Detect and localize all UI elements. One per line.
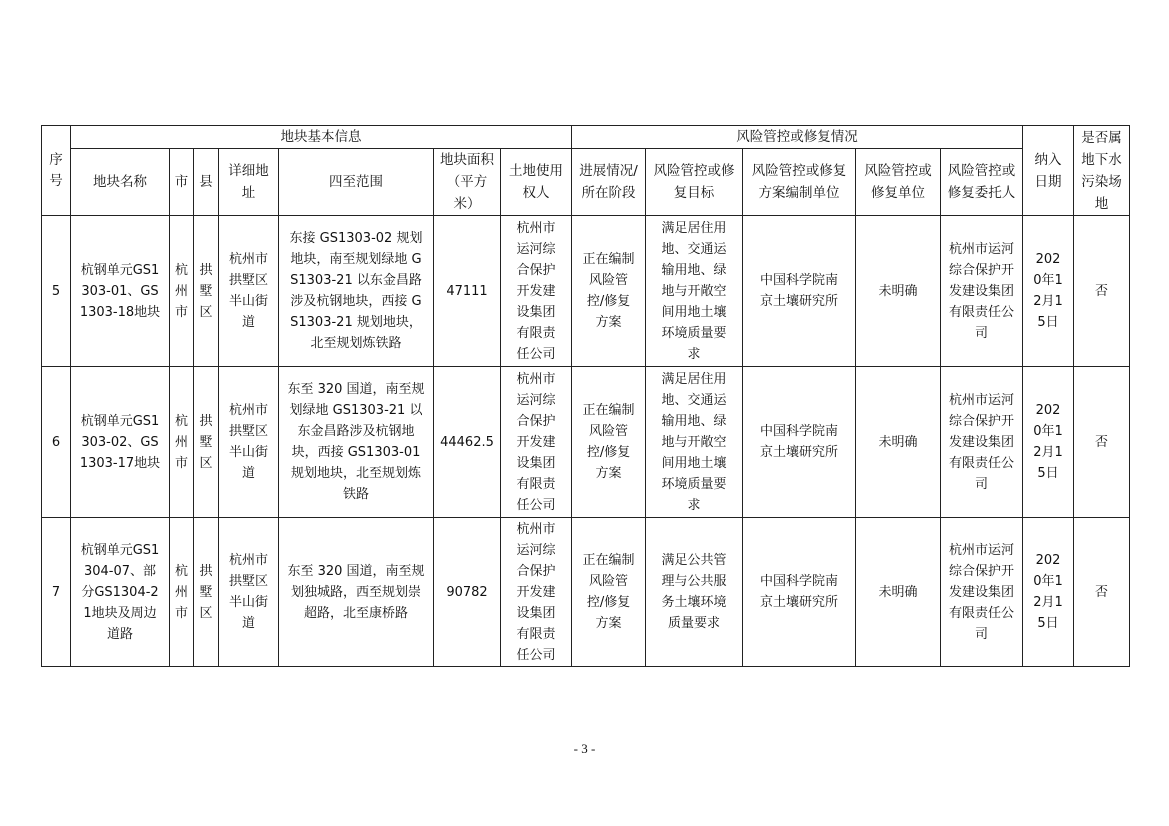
cell-county: 拱墅区 <box>194 518 219 667</box>
cell-area: 44462.5 <box>434 367 501 518</box>
table-row <box>42 216 1130 367</box>
cell-boundaries: 东至 320 国道，南至规划绿地 GS1303-21 以东金昌路涉及杭钢地块，西接 GS1303-01 规划地块，北至规划炼铁路 <box>279 367 434 518</box>
cell-land-user: 杭州市运河综合保护开发建设集团有限责任公司 <box>501 367 572 518</box>
cell-address: 杭州市拱墅区半山街道 <box>219 216 279 367</box>
cell-seq: 5 <box>42 216 71 367</box>
table-row <box>42 518 1130 667</box>
header-seq: 序号 <box>42 126 71 216</box>
cell-area: 90782 <box>434 518 501 667</box>
cell-plot-name: 杭钢单元GS1303-01、GS1303-18地块 <box>71 216 170 367</box>
cell-address: 杭州市拱墅区半山街道 <box>219 367 279 518</box>
header-client: 风险管控或修复委托人 <box>941 149 1023 216</box>
cell-plan-unit: 中国科学院南京土壤研究所 <box>743 518 856 667</box>
cell-progress: 正在编制风险管控/修复方案 <box>572 216 646 367</box>
header-repair-unit: 风险管控或修复单位 <box>856 149 941 216</box>
cell-area: 47111 <box>434 216 501 367</box>
cell-progress: 正在编制风险管控/修复方案 <box>572 367 646 518</box>
cell-repair-unit: 未明确 <box>856 216 941 367</box>
cell-boundaries: 东至 320 国道，南至规划独城路，西至规划崇超路，北至康桥路 <box>279 518 434 667</box>
cell-client: 杭州市运河综合保护开发建设集团有限责任公司 <box>941 216 1023 367</box>
header-land-user: 土地使用权人 <box>501 149 572 216</box>
group-header-basic-info: 地块基本信息 <box>71 126 572 149</box>
cell-client: 杭州市运河综合保护开发建设集团有限责任公司 <box>941 367 1023 518</box>
cell-land-user: 杭州市运河综合保护开发建设集团有限责任公司 <box>501 518 572 667</box>
cell-groundwater: 否 <box>1074 367 1130 518</box>
header-address: 详细地址 <box>219 149 279 216</box>
header-date: 纳入日期 <box>1023 126 1074 216</box>
cell-seq: 6 <box>42 367 71 518</box>
cell-city: 杭州市 <box>170 216 194 367</box>
contaminated-site-table <box>41 125 1130 667</box>
header-groundwater: 是否属地下水污染场地 <box>1074 126 1130 216</box>
cell-plot-name: 杭钢单元GS1304-07、部分GS1304-21地块及周边道路 <box>71 518 170 667</box>
cell-address: 杭州市拱墅区半山街道 <box>219 518 279 667</box>
header-progress: 进展情况/所在阶段 <box>572 149 646 216</box>
cell-county: 拱墅区 <box>194 367 219 518</box>
group-header-risk-control: 风险管控或修复情况 <box>572 126 1023 149</box>
header-boundaries: 四至范围 <box>279 149 434 216</box>
cell-county: 拱墅区 <box>194 216 219 367</box>
cell-city: 杭州市 <box>170 367 194 518</box>
cell-repair-unit: 未明确 <box>856 367 941 518</box>
cell-date: 2020年12月15日 <box>1023 216 1074 367</box>
cell-seq: 7 <box>42 518 71 667</box>
header-target: 风险管控或修复目标 <box>646 149 743 216</box>
header-plot-name: 地块名称 <box>71 149 170 216</box>
cell-target: 满足居住用地、交通运输用地、绿地与开敞空间用地土壤环境质量要求 <box>646 367 743 518</box>
cell-groundwater: 否 <box>1074 216 1130 367</box>
cell-boundaries: 东接 GS1303-02 规划地块，南至规划绿地 GS1303-21 以东金昌路涉及杭钢地块，西接 GS1303-21 规划地块，北至规划炼铁路 <box>279 216 434 367</box>
cell-repair-unit: 未明确 <box>856 518 941 667</box>
cell-progress: 正在编制风险管控/修复方案 <box>572 518 646 667</box>
cell-target: 满足居住用地、交通运输用地、绿地与开敞空间用地土壤环境质量要求 <box>646 216 743 367</box>
cell-plan-unit: 中国科学院南京土壤研究所 <box>743 367 856 518</box>
header-plan-unit: 风险管控或修复方案编制单位 <box>743 149 856 216</box>
cell-target: 满足公共管理与公共服务土壤环境质量要求 <box>646 518 743 667</box>
cell-plan-unit: 中国科学院南京土壤研究所 <box>743 216 856 367</box>
cell-land-user: 杭州市运河综合保护开发建设集团有限责任公司 <box>501 216 572 367</box>
cell-date: 2020年12月15日 <box>1023 367 1074 518</box>
header-county: 县 <box>194 149 219 216</box>
cell-groundwater: 否 <box>1074 518 1130 667</box>
cell-date: 2020年12月15日 <box>1023 518 1074 667</box>
page-number: - 3 - <box>573 741 596 756</box>
cell-client: 杭州市运河综合保护开发建设集团有限责任公司 <box>941 518 1023 667</box>
cell-plot-name: 杭钢单元GS1303-02、GS1303-17地块 <box>71 367 170 518</box>
header-city: 市 <box>170 149 194 216</box>
header-area: 地块面积（平方米） <box>434 149 501 216</box>
cell-city: 杭州市 <box>170 518 194 667</box>
table-row <box>42 367 1130 518</box>
